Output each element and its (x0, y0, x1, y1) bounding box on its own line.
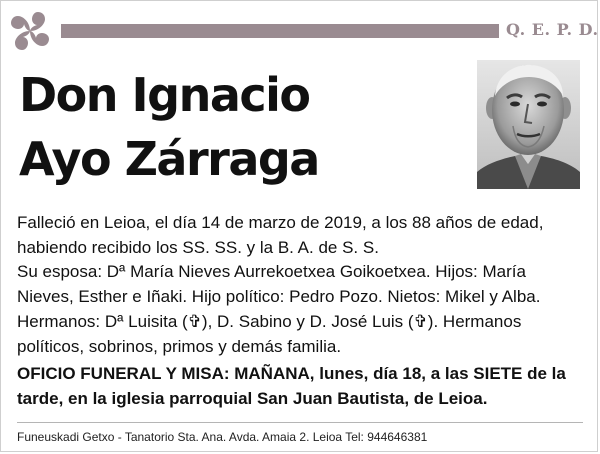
portrait-photo (477, 60, 580, 189)
footer-divider (17, 422, 583, 423)
deceased-name-line1: Don Ignacio (19, 68, 310, 122)
header-bar (61, 24, 499, 38)
qepd-heading: Q. E. P. D. (506, 20, 599, 39)
family-paragraph: Su esposa: Dª María Nieves Aurrekoetxea Goikoetxea. Hijos: María Nieves, Esther e Iñaki. Hijo político: Pedro Pozo. Nietos: Mikel y Alba. Hermanos: Dª Luisita (✞), D. Sabino y D. José Luis (✞). Hermanos políticos, sobrinos, primos y demás familia. (17, 262, 541, 356)
death-notice-paragraph: Falleció en Leioa, el día 14 de marzo de 2019, a los 88 años de edad, habiendo recibido los SS. SS. y la B. A. de S. S. (17, 213, 544, 257)
deceased-name-line2: Ayo Zárraga (19, 132, 319, 186)
lauburu-icon (7, 8, 53, 54)
funeral-service-paragraph: OFICIO FUNERAL Y MISA: MAÑANA, lunes, día 18, a las SIETE de la tarde, en la iglesia parroquial San Juan Bautista, de Leioa. (17, 364, 566, 408)
funeral-home-footer: Funeuskadi Getxo - Tanatorio Sta. Ana. Avda. Amaia 2. Leioa Tel: 944646381 (17, 430, 428, 444)
